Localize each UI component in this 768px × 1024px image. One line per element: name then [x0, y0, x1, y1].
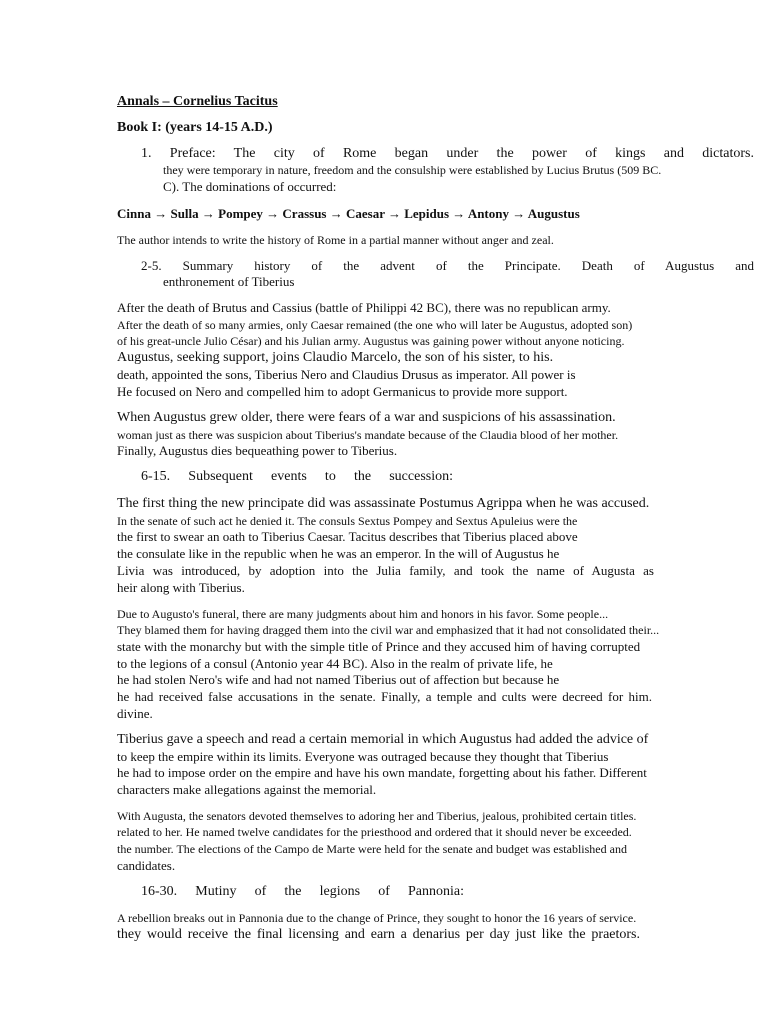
paragraph-6-line: related to her. He named twelve candidates for the priesthood and ordered that it should never be exceeded. — [117, 825, 632, 839]
paragraph-4-line: he had received false accusations in the senate. Finally, a temple and cults were decreed for him. — [117, 689, 652, 704]
paragraph-4-line: They blamed them for having dragged them into the civil war and emphasized that it had not consolidated their... — [117, 623, 660, 637]
paragraph-2-line: Finally, Augustus dies bequeathing power to Tiberius. — [117, 443, 398, 458]
paragraph-1-line: After the death of so many armies, only Caesar remained (the one who will later be Augustus, adopted son) — [117, 318, 633, 332]
paragraph-4-line: he had stolen Nero's wife and had not named Tiberius out of affection but because he — [117, 672, 560, 687]
paragraph-3-line: the consulate like in the republic when he was an emperor. In the will of Augustus he — [117, 546, 560, 561]
section-4-heading: 16-30. Mutiny of the legions of Pannonia: — [141, 884, 464, 899]
section-2-heading-cont: enthronement of Tiberius — [163, 274, 295, 289]
section-1-line-3: C). The dominations of occurred: — [163, 179, 337, 194]
paragraph-1-line: He focused on Nero and compelled him to adopt Germanicus to provide more support. — [117, 384, 568, 399]
paragraph-3-line: the first to swear an oath to Tiberius Caesar. Tacitus describes that Tiberius placed above — [117, 529, 578, 544]
section-2-heading: 2-5. Summary history of the advent of the Principate. Death of Augustus and — [141, 258, 754, 273]
paragraph-6-line: the number. The elections of the Campo de Marte were held for the senate and budget was established and — [117, 842, 627, 856]
paragraph-2-line: When Augustus grew older, there were fears of a war and suspicions of his assassination. — [117, 410, 616, 425]
book-heading: Book I: (years 14-15 A.D.) — [117, 120, 273, 135]
paragraph-4-line: Due to Augusto's funeral, there are many judgments about him and honors in his favor. Some people... — [117, 607, 609, 621]
section-1-heading: 1. Preface: The city of Rome began under the power of kings and dictators. — [141, 146, 754, 161]
paragraph-1-line: Augustus, seeking support, joins Claudio Marcelo, the son of his sister, to his. — [117, 350, 554, 365]
paragraph-5-line: Tiberius gave a speech and read a certain memorial in which Augustus had added the advice of — [117, 732, 649, 747]
document-title: Annals – Cornelius Tacitus — [117, 94, 278, 109]
paragraph-3-line: heir along with Tiberius. — [117, 580, 245, 595]
paragraph-1-line: death, appointed the sons, Tiberius Nero and Claudius Drusus as imperator. All power is — [117, 367, 576, 382]
paragraph-6-line: candidates. — [117, 858, 176, 873]
paragraph-3-line: Livia was introduced, by adoption into the Julia family, and took the name of Augusta as — [117, 563, 654, 578]
paragraph-3-line: In the senate of such act he denied it. The consuls Sextus Pompey and Sextus Apuleius were the — [117, 514, 578, 528]
paragraph-5-line: he had to impose order on the empire and have his own mandate, forgetting about his father. Different — [117, 765, 647, 780]
paragraph-1-line: After the death of Brutus and Cassius (battle of Philippi 42 BC), there was no republican army. — [117, 300, 611, 315]
rulers-sequence: Cinna → Sulla → Pompey → Crassus → Caesar → Lepidus → Antony → Augustus — [117, 206, 580, 221]
section-3-heading: 6-15. Subsequent events to the succession: — [141, 469, 453, 484]
paragraph-6-line: With Augusta, the senators devoted themselves to adoring her and Tiberius, jealous, prohibited certain titles. — [117, 809, 637, 823]
paragraph-5-line: characters make allegations against the memorial. — [117, 782, 377, 797]
author-intent: The author intends to write the history of Rome in a partial manner without anger and zeal. — [117, 233, 554, 247]
section-1-line-2: they were temporary in nature, freedom and the consulship were established by Lucius Brutus (509 BC. — [163, 163, 662, 177]
paragraph-5-line: to keep the empire within its limits. Everyone was outraged because they thought that Tiberius — [117, 749, 609, 764]
paragraph-4-line: divine. — [117, 706, 153, 721]
paragraph-4-line: state with the monarchy but with the simple title of Prince and they accused him of having corrupted — [117, 639, 641, 654]
paragraph-2-line: woman just as there was suspicion about Tiberius's mandate because of the Claudia blood of her mother. — [117, 428, 619, 442]
paragraph-1-line: of his great-uncle Julio César) and his Julian army. Augustus was gaining power without anyone noticing. — [117, 334, 625, 348]
paragraph-4-line: to the legions of a consul (Antonio year 44 BC). Also in the realm of private life, he — [117, 656, 553, 671]
paragraph-7-line: A rebellion breaks out in Pannonia due to the change of Prince, they sought to honor the 16 years of service. — [117, 911, 637, 925]
paragraph-3-line: The first thing the new principate did was assassinate Postumus Agrippa when he was accused. — [117, 496, 650, 511]
paragraph-7-line: they would receive the final licensing and earn a denarius per day just like the praetors. — [117, 927, 640, 942]
